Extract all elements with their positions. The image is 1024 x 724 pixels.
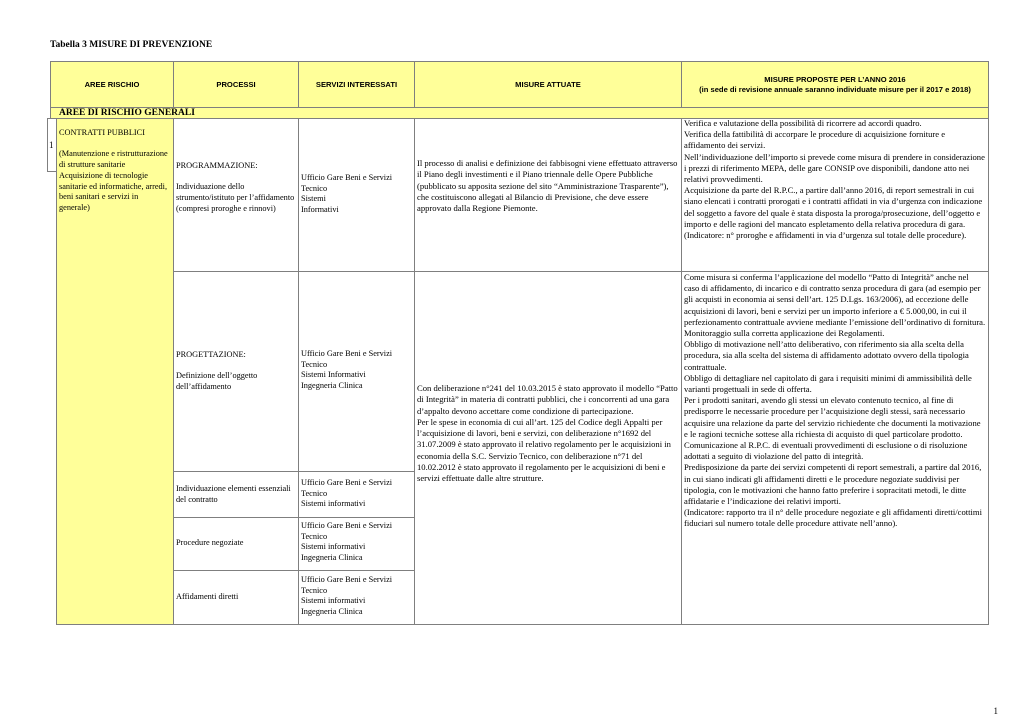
processo-elementi-essenziali: Individuazione elementi essenziali del contratto [176, 484, 291, 504]
header-misure-attuate [414, 61, 682, 108]
header-misure-proposte [681, 61, 989, 108]
header-misure-attuate-label: MISURE ATTUATE [515, 79, 581, 89]
servizi-procedure-negoziate: Ufficio Gare Beni e Servizi Tecnico Sistemi informativi Ingegneria Clinica [301, 521, 393, 563]
servizi-progettazione: Ufficio Gare Beni e Servizi Tecnico Sistemi Informativi Ingegneria Clinica [301, 349, 393, 391]
processo-progettazione: PROGETTAZIONE: Definizione dell’oggetto dell’affidamento [176, 350, 258, 392]
header-processi-label: PROCESSI [216, 79, 256, 89]
servizi-elementi-essenziali: Ufficio Gare Beni e Servizi Tecnico Sistemi informativi [301, 478, 393, 509]
header-servizi [298, 61, 415, 108]
misura-proposta-programmazione: Verifica e valutazione della possibilità di ricorrere ad accordi quadro. Verifica della fattibilità di accorpare le procedure di acquisizione forniture e affidamento dei servizi. Nell’individuazione dell’importo si prevede come misura di prendere in considerazione i prezzi di riferimento MEPA, delle gare CONSIP ove disponibili, dandone atto nei relativi provvedimenti. Acquisizione da parte del R.P.C., a partire dall’anno 2016, di report semestrali in cui siano elencati i contratti prorogati e i contratti affidati in via d’urgenza con indicazione del soggetto a favore del quale è stata disposta la proroga/prosecuzione, dell’oggetto e importo e delle ragioni del mancato espletamento della relativa procedura di gara. (Indicatore: n° proroghe e affidamenti in via d’urgenza sul totale delle procedure). [684, 118, 985, 241]
header-misure-proposte-label: MISURE PROPOSTE PER L’ANNO 2016 (in sede di revisione annuale saranno individuate misure per il 2017 e 2018) [699, 74, 971, 94]
servizi-programmazione: Ufficio Gare Beni e Servizi Tecnico Sistemi Informativi [301, 173, 393, 215]
processo-procedure-negoziate: Procedure negoziate [176, 538, 244, 547]
processo-affidamenti-diretti: Affidamenti diretti [176, 592, 239, 601]
header-aree-rischio [50, 61, 174, 108]
page-number: 1 [993, 706, 998, 716]
section-band-aree-generali: AREE DI RISCHIO GENERALI [50, 107, 989, 119]
table-caption: Tabella 3 MISURE DI PREVENZIONE [50, 40, 213, 50]
header-aree-label: AREE RISCHIO [84, 79, 140, 89]
processo-programmazione: PROGRAMMAZIONE: Individuazione dello strumento/istituto per l’affidamento (compresi proroghe e rinnovi) [176, 161, 295, 213]
misura-attuata-affidamento: Con deliberazione n°241 del 10.03.2015 è stato approvato il modello “Patto di Integrità” in materia di contratti pubblici, che i concorrenti ad una gara d’appalto devono accettare come condizione di partecipazione. Per le spese in economia di cui all’art. 125 del Codice degli Appalti per l’acquisizione di lavori, beni e servizi, con deliberazione n°1692 del 31.07.2009 è stato approvato il relativo regolamento per le acquisizioni in economia della S.C. Servizio Tecnico, con deliberazione n°71 del 10.02.2012 è stato approvato il regolamento per le acquisizioni di beni e servizi effettuate dalle altre strutture. [417, 383, 678, 484]
header-servizi-label: SERVIZI INTERESSATI [315, 79, 398, 89]
row-number: 1 [49, 140, 54, 150]
area-text: CONTRATTI PUBBLICI (Manutenzione e ristrutturazione di strutture sanitarie Acquisizione di tecnologie sanitarie ed informatiche, arredi, beni sanitari e servizi in generale) [59, 128, 168, 212]
misura-attuata-programmazione: Il processo di analisi e definizione dei fabbisogni viene effettuato attraverso il Piano degli investimenti e il Piano triennale delle Opere Pubbliche (pubblicato su apposita sezione del sito “Amministrazione Trasparente”), che costituiscono allegati al Bilancio di Previsione, che deve essere approvato dalla Regione Piemonte. [417, 158, 678, 214]
header-processi [173, 61, 299, 108]
misura-proposta-affidamento: Come misura si conferma l’applicazione del modello “Patto di Integrità” anche nel caso di affidamento, di incarico e di contratto senza procedura di gara (ad esempio per gli acquisti in economia ai sensi dell’art. 125 D.Lgs. 163/2006), ad eccezione delle acquisizioni di lavori, beni e servizi per un importo inferiore a € 5.000,00, in cui il perfezionamento contrattuale avviene mediante l’emissione dell’ordinativo di fornitura. Monitoraggio sulla corretta applicazione dei Regolamenti. Obbligo di motivazione nell’atto deliberativo, con riferimento sia alla scelta della procedura, sia alla scelta del sistema di affidamento adottato ovvero della tipologia contrattuale. Obbligo di dettagliare nel capitolato di gara i requisiti minimi di ammissibilità delle varianti progettuali in sede di offerta. Per i prodotti sanitari, avendo gli stessi un elevato contenuto tecnico, al fine di predisporre le necessarie procedure per l’acquisizione degli stessi, sarà necessario acquisire una relazione da parte del servizio richiedente che documenti la motivazione e le ragioni tecniche sottese alla richiesta di acquisto di quel particolare prodotto. Comunicazione al R.P.C. di eventuali provvedimenti di esclusione o di risoluzione adottati a seguito di violazione del patto di integrità. Predisposizione da parte dei servizi competenti di report semestrali, a partire dal 2016, in cui siano indicati gli affidamenti diretti e le procedure negoziate suddivisi per tipologia, con le motivazioni che hanno fatto preferire i sopracitati metodi, le ditte affidatarie e l’indicazione dei relativi importi. (Indicatore: rapporto tra il n° delle procedure negoziate e gli affidamenti diretti/cottimi fiduciari sul numero totale delle procedure attivate nell’anno). [684, 272, 986, 529]
servizi-affidamenti-diretti: Ufficio Gare Beni e Servizi Tecnico Sistemi informativi Ingegneria Clinica [301, 575, 393, 617]
